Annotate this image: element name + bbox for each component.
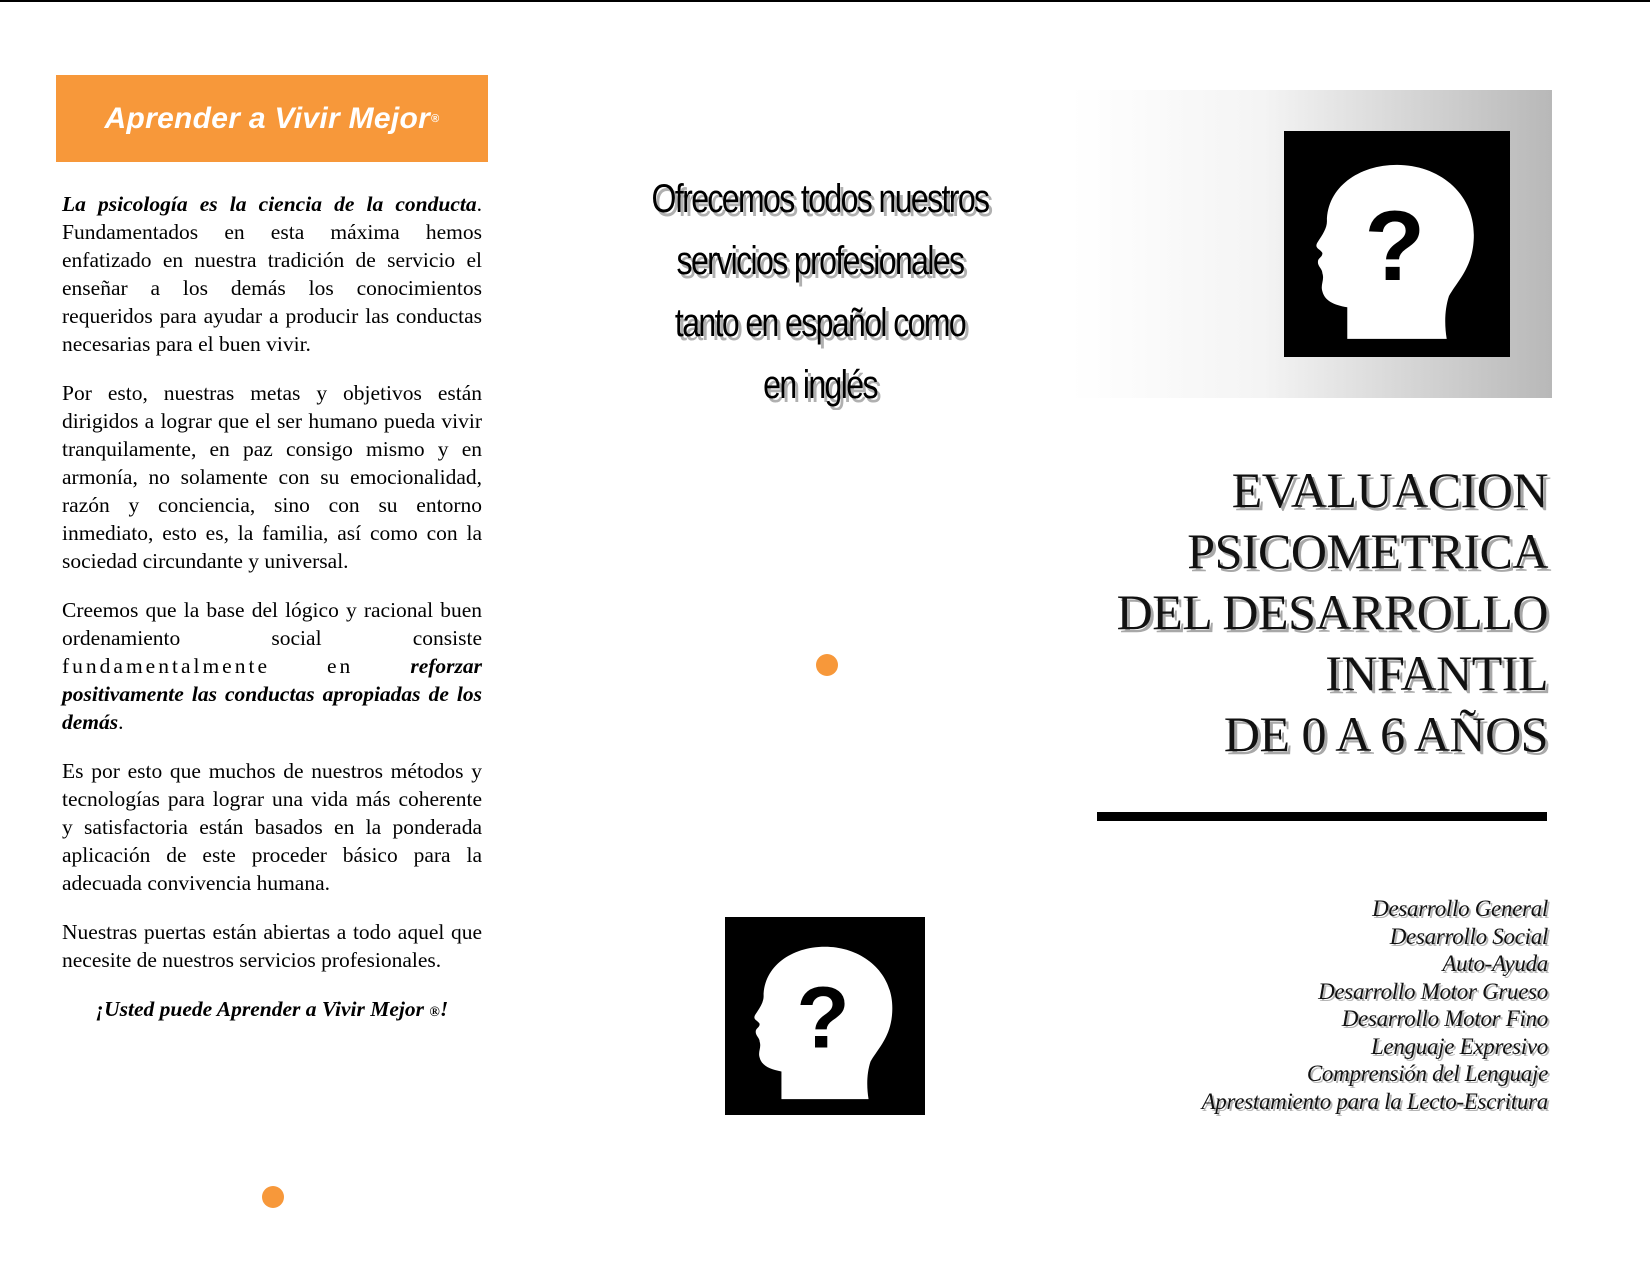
title-line-2: PSICOMETRICA <box>1187 523 1548 579</box>
paragraph-3-emphasis: reforzar positivamente las conductas apropiadas de los demás <box>62 654 482 734</box>
closing-slogan <box>62 995 482 1027</box>
svg-text:?: ? <box>1364 191 1426 303</box>
left-column-text <box>62 190 482 1048</box>
topic-item: Aprestamiento para la Lecto-Escritura <box>1201 1088 1548 1114</box>
title-line-3: DEL DESARROLLO <box>1116 584 1548 640</box>
paragraph-1-emphasis: La psicología es la ciencia de la conducta <box>62 192 477 216</box>
topic-item: Desarrollo Motor Fino <box>1341 1006 1548 1031</box>
svg-text:?: ? <box>796 969 850 1067</box>
brand-name: Aprender a Vivir Mejor <box>104 101 431 135</box>
title-line-1: EVALUACION <box>1231 462 1548 518</box>
paragraph-3 <box>62 596 482 736</box>
brochure-title <box>1117 460 1548 765</box>
paragraph-1-body: . Fundamentados en esta máxima hemos enfatizado en nuestra tradición de servicio el enseñar a los demás los conocimientos requeridos para ayudar a producir las conductas necesarias para el buen vivir. <box>62 192 482 356</box>
paragraph-5: Nuestras puertas están abiertas a todo aquel que necesite de nuestros servicios profesionales. <box>62 920 482 972</box>
title-line-4: INFANTIL <box>1325 645 1548 701</box>
paragraph-3-spaced: fundamentalmente en <box>62 654 411 678</box>
question-head-icon <box>1284 131 1510 357</box>
topic-item: Desarrollo Social <box>1389 923 1548 949</box>
offer-line-2: servicios profesionales <box>676 239 964 283</box>
evaluation-topics-list <box>1202 895 1548 1115</box>
top-border-line <box>0 0 1650 2</box>
orange-dot-middle <box>816 654 838 676</box>
question-head-icon <box>725 917 925 1115</box>
services-offer-heading <box>644 168 996 416</box>
orange-dot-left <box>262 1186 284 1208</box>
topic-item: Desarrollo Motor Grueso <box>1318 978 1548 1004</box>
title-divider-rule <box>1097 812 1547 821</box>
registered-mark: ® <box>431 112 440 125</box>
paragraph-3-end: . <box>118 710 124 734</box>
brand-banner <box>56 75 488 162</box>
paragraph-1 <box>62 190 482 358</box>
offer-line-1: Ofrecemos todos nuestros <box>651 177 989 221</box>
topic-item: Desarrollo General <box>1372 896 1548 921</box>
offer-line-4: en inglés <box>763 363 877 407</box>
topic-item: Comprensión del Lenguaje <box>1306 1061 1548 1086</box>
closing-registered-mark: ® <box>429 1005 440 1020</box>
paragraph-4: Es por esto que muchos de nuestros métodos y tecnologías para lograr una vida más coherente y satisfactoria están basados en la ponderada aplicación de este proceder básico para la adecuada convivencia humana. <box>62 759 482 895</box>
topic-item: Lenguaje Expresivo <box>1370 1033 1548 1059</box>
title-line-5: DE 0 A 6 AÑOS <box>1223 706 1548 762</box>
paragraph-3-start: Creemos que la base del lógico y racional buen ordenamiento social consiste <box>62 598 482 650</box>
paragraph-2: Por esto, nuestras metas y objetivos están dirigidos a lograr que el ser humano pueda vivir tranquilamente, en paz consigo mismo y en armonía, no solamente con su emocionalidad, razón y conciencia, sino con su entorno inmediato, esto es, la familia, así como con la sociedad circundante y universal. <box>62 381 482 573</box>
topic-item: Auto-Ayuda <box>1442 951 1548 976</box>
offer-line-3: tanto en español como <box>674 301 966 345</box>
closing-slogan-text: ¡Usted puede Aprender a Vivir Mejor <box>95 997 430 1021</box>
closing-slogan-end: ! <box>439 997 449 1021</box>
